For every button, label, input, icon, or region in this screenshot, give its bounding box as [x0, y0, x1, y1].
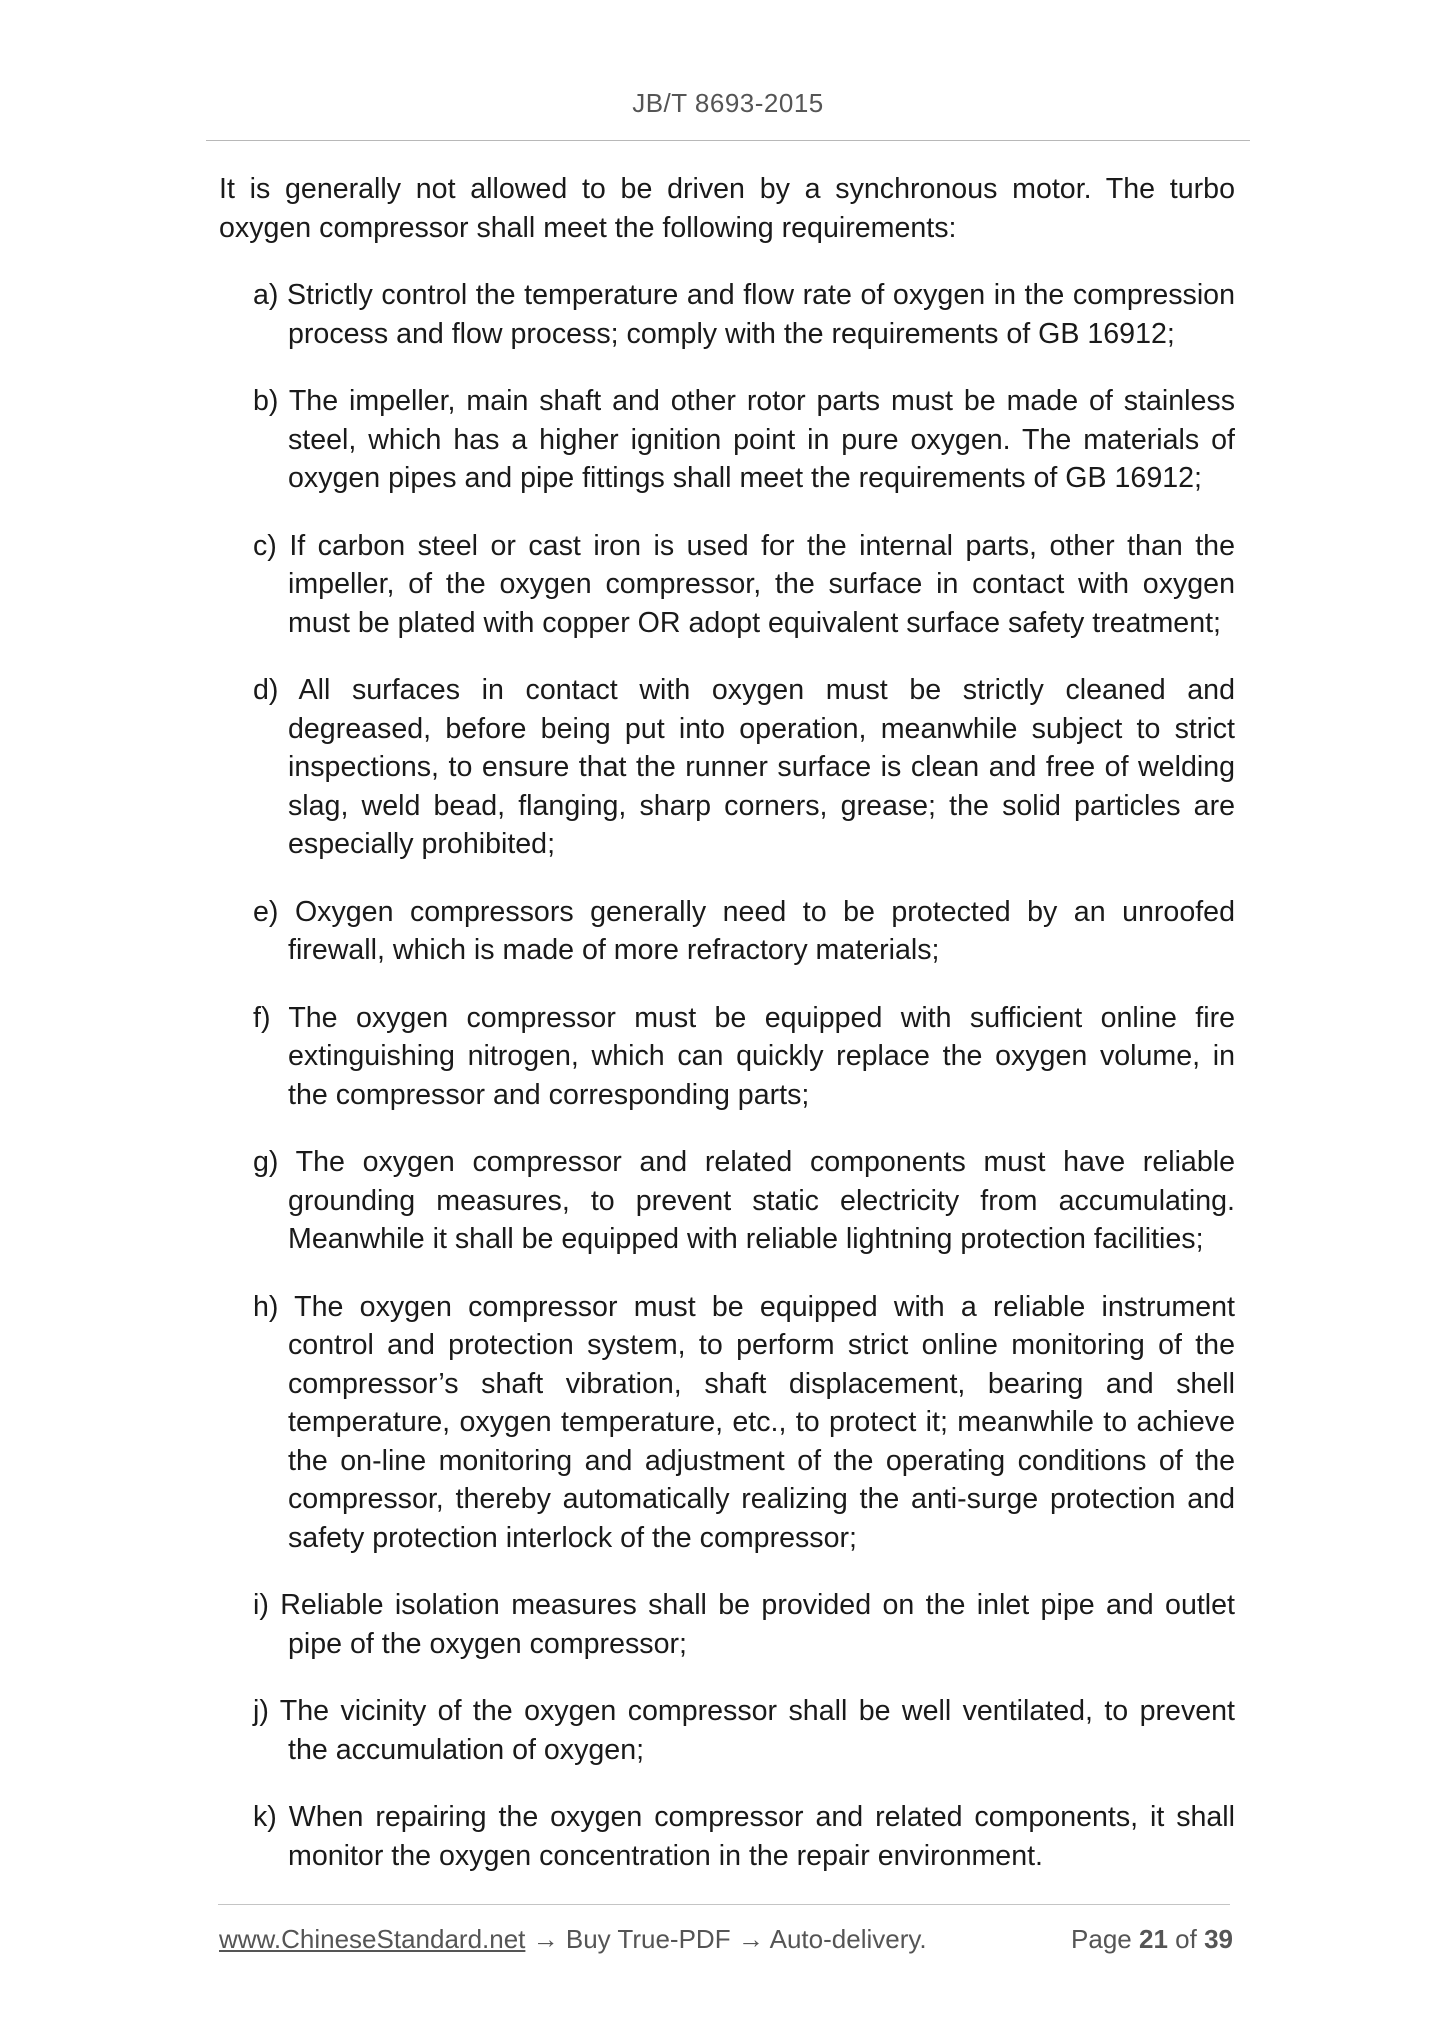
requirement-item-i [253, 1586, 1235, 1663]
requirement-marker: j) [253, 1695, 269, 1727]
page-total: 39 [1204, 1924, 1233, 1954]
requirement-text: Strictly control the temperature and flow rate of oxygen in the compression process and flow process; comply with the requirements of GB 16912; [287, 279, 1235, 350]
intro-paragraph: It is generally not allowed to be driven by a synchronous motor. The turbo oxygen compressor shall meet the following requirements: [219, 173, 1235, 244]
requirement-text: The oxygen compressor must be equipped with a reliable instrument control and protection system, to perform strict online monitoring of the compressor’s shaft vibration, shaft displacement, bearing and shell temperature, oxygen temperature, etc., to protect it; meanwhile to achieve the on-line monitoring and adjustment of the operating conditions of the compressor, thereby automatically realizing the anti-surge protection and safety protection interlock of the compressor; [288, 1290, 1235, 1554]
requirement-marker: k) [253, 1801, 277, 1833]
page-number [1071, 1924, 1233, 1955]
page-label: Page [1071, 1924, 1132, 1954]
requirements-list [253, 276, 1235, 1904]
buy-true-pdf-text: Buy True-PDF [565, 1924, 731, 1954]
requirement-marker: b) [253, 385, 279, 417]
requirement-marker: e) [253, 895, 279, 928]
requirement-item-e [253, 893, 1235, 970]
header-divider [206, 140, 1250, 141]
arrow-right-icon: → [737, 1924, 764, 1954]
requirement-text: If carbon steel or cast iron is used for the internal parts, other than the impeller, of the oxygen compressor, the surface in contact with oxygen must be plated with copper OR adopt equivalent surface safety treatment; [288, 529, 1235, 639]
requirement-item-k [253, 1798, 1235, 1875]
requirement-text: The oxygen compressor and related components must have reliable grounding measures, to prevent static electricity from accumulating. Meanwhile it shall be equipped with reliable lightning protection facilities; [288, 1146, 1235, 1255]
footer-promo [219, 1924, 927, 1955]
footer-divider [218, 1904, 1230, 1905]
requirement-marker: i) [253, 1589, 269, 1621]
requirement-item-b [253, 382, 1235, 498]
requirement-marker: h) [253, 1290, 279, 1323]
requirement-item-h [253, 1288, 1235, 1558]
chinesestandard-link[interactable]: www.ChineseStandard.net [219, 1924, 526, 1954]
requirement-item-j [253, 1692, 1235, 1769]
page-current: 21 [1139, 1924, 1168, 1954]
requirement-marker: c) [253, 529, 277, 562]
requirement-item-g [253, 1143, 1235, 1259]
requirement-text: When repairing the oxygen compressor and related components, it shall monitor the oxygen concentration in the repair environment. [288, 1801, 1235, 1872]
requirement-marker: a) [253, 279, 279, 311]
auto-delivery-text: Auto-delivery. [769, 1924, 927, 1954]
requirement-text: Oxygen compressors generally need to be protected by an unroofed firewall, which is made of more refractory materials; [288, 895, 1235, 966]
requirement-marker: d) [253, 674, 279, 706]
page-footer [219, 1924, 1233, 1955]
requirement-marker: f) [253, 1001, 271, 1034]
requirement-item-c [253, 527, 1235, 643]
requirement-text: The oxygen compressor must be equipped with sufficient online fire extinguishing nitrogen, which can quickly replace the oxygen volume, in the compressor and corresponding parts; [288, 1001, 1235, 1111]
requirement-text: Reliable isolation measures shall be provided on the inlet pipe and outlet pipe of the oxygen compressor; [280, 1589, 1235, 1660]
requirement-text: The vicinity of the oxygen compressor shall be well ventilated, to prevent the accumulation of oxygen; [279, 1695, 1235, 1766]
requirement-item-f [253, 999, 1235, 1115]
requirement-text: All surfaces in contact with oxygen must be strictly cleaned and degreased, before being put into operation, meanwhile subject to strict inspections, to ensure that the runner surface is clean and free of welding slag, weld bead, flanging, sharp corners, grease; the solid particles are especially prohibited; [288, 674, 1235, 860]
requirement-item-a [253, 276, 1235, 353]
requirement-marker: g) [253, 1146, 279, 1178]
arrow-right-icon: → [532, 1924, 559, 1954]
requirement-text: The impeller, main shaft and other rotor parts must be made of stainless steel, which has a higher ignition point in pure oxygen. The materials of oxygen pipes and pipe fittings shall meet the requirements of GB 16912; [288, 385, 1235, 494]
standard-code-header: JB/T 8693-2015 [632, 88, 824, 118]
page-of-label: of [1175, 1924, 1197, 1954]
requirement-item-d [253, 671, 1235, 864]
